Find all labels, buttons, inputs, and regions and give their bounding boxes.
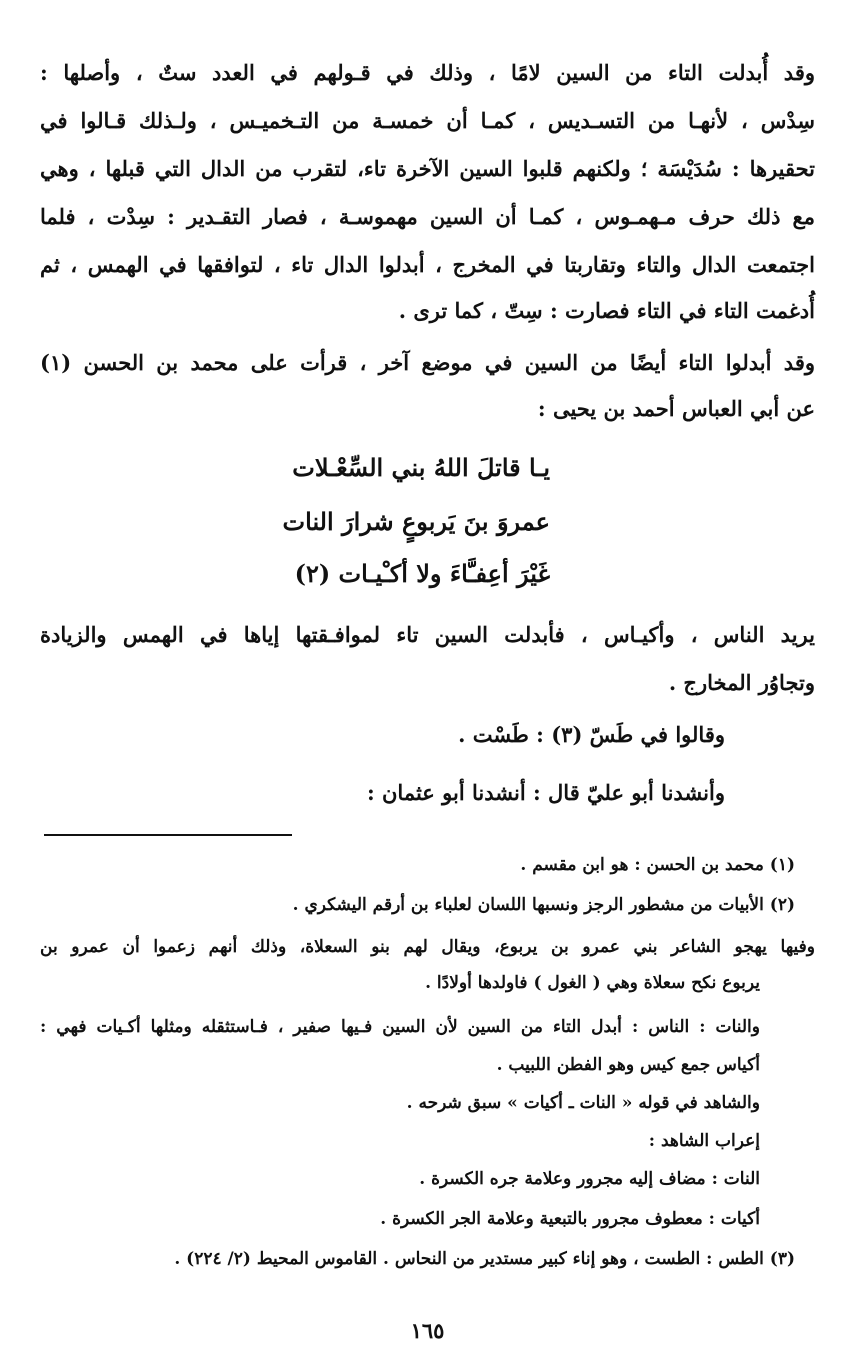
body-line: سِدْس ، لأنهـا من التسـديس ، كمـا أن خمسـة من التـخميـس ، ولـذلك قـالوا في bbox=[40, 108, 815, 133]
footnote-line: والشاهد في قوله « النات ـ أكيات » سبق شرحه . bbox=[406, 1093, 760, 1113]
body-line: وقد أبدلوا التاء أيضًا من السين في موضع آخر ، قرأت على محمد بن الحسن (١) bbox=[40, 350, 815, 375]
body-line: وقالوا في طَسّ (٣) : طَسْت . bbox=[458, 722, 725, 747]
body-line: أُدغمت التاء في التاء فصارت : سِتّ ، كما ترى . bbox=[398, 298, 815, 323]
body-line: وأنشدنا أبو عليّ قال : أنشدنا أبو عثمان : bbox=[366, 780, 725, 805]
verse-line: يـا قاتلَ اللهُ بني السِّعْـلات bbox=[292, 453, 550, 482]
footnote-line: أكياس جمع كيس وهو الفطن اللبيب . bbox=[496, 1055, 760, 1075]
footnote-line: يربوع نكح سعلاة وهي ( الغول ) فاولدها أولادًا . bbox=[425, 973, 760, 993]
body-line: وتجاوُر المخارج . bbox=[668, 670, 815, 695]
body-line: اجتمعت الدال والتاء وتقاربتا في المخرج ، أبدلوا الدال تاء ، لتوافقها في الهمس ، ثم bbox=[40, 252, 815, 277]
verse-line: غَيْرَ أعِفـَّاءَ ولا أكـْيـات (٢) bbox=[294, 559, 550, 588]
body-line: يريد الناس ، وأكيـاس ، فأبدلت السين تاء لموافـقتها إياها في الهمس والزيادة bbox=[40, 622, 815, 647]
verse-line: عمروَ بنَ يَربوعٍ شرارَ النات bbox=[282, 507, 550, 536]
footnote-separator bbox=[44, 834, 292, 836]
footnote-line: أكيات : معطوف مجرور بالتبعية وعلامة الجر الكسرة . bbox=[380, 1209, 760, 1229]
footnote-line: النات : مضاف إليه مجرور وعلامة جره الكسرة . bbox=[419, 1169, 760, 1189]
body-line: عن أبي العباس أحمد بن يحيى : bbox=[537, 396, 815, 421]
footnote-line: (١) محمد بن الحسن : هو ابن مقسم . bbox=[520, 855, 795, 875]
body-line: مع ذلك حرف مـهمـوس ، كمـا أن السين مهموسـة ، فصار التقـدير : سِدْت ، فلما bbox=[40, 204, 815, 229]
footnote-line: والنات : الناس : أبدل التاء من السين لأن السين فـيها صفير ، فـاستثقله ومثلها أكـيات فهي : bbox=[40, 1017, 760, 1037]
body-line: تحقيرها : سُدَيْسَة ؛ ولكنهم قلبوا السين الآخرة تاء، لتقرب من الدال التي قبلها ، وهي bbox=[40, 156, 815, 181]
footnote-line: إعراب الشاهد : bbox=[648, 1131, 760, 1151]
page-number: ١٦٥ bbox=[410, 1318, 445, 1343]
footnote-line: (٣) الطس : الطست ، وهو إناء كبير مستدير من النحاس . القاموس المحيط (٢/ ٢٢٤) . bbox=[174, 1249, 795, 1269]
footnote-line: (٢) الأبيات من مشطور الرجز ونسبها اللسان لعلباء بن أرقم اليشكري . bbox=[292, 895, 795, 915]
body-line: وقد أُبدلت التاء من السين لامًا ، وذلك في قـولهم في العدد ستٌ ، وأصلها : bbox=[40, 60, 815, 85]
footnote-line: وفيها يهجو الشاعر بني عمرو بن يربوع، ويقال لهم بنو السعلاة، وذلك أنهم زعموا أن عمرو بن bbox=[40, 937, 815, 957]
